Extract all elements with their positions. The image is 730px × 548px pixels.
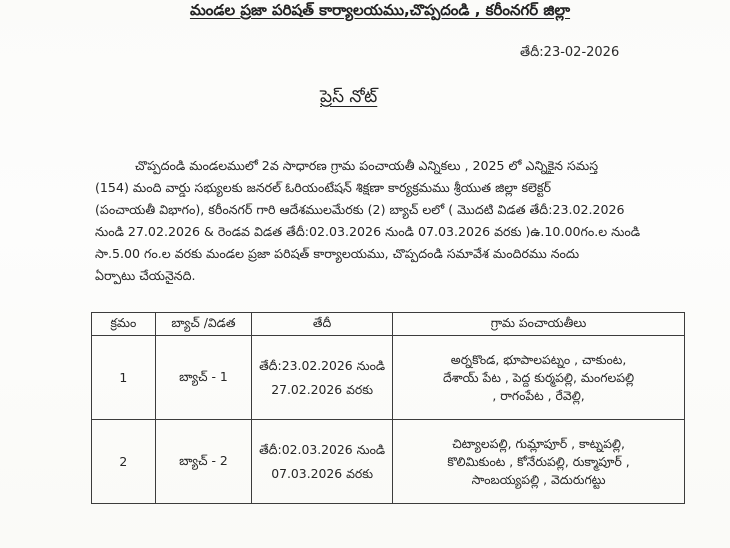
cell-batch: బ్యాచ్ - 1 <box>155 336 251 420</box>
date-from: తేదీ:23.02.2026 నుండి <box>259 357 386 373</box>
cell-serial-number: 2 <box>92 420 156 504</box>
header-serial-number: క్రమం <box>92 313 156 336</box>
table-row <box>92 420 685 504</box>
cell-date-range <box>252 336 393 420</box>
document-date: తేదీ:23-02-2026 <box>520 45 620 60</box>
village-line: కొలిమికుంట , కోనేరుపల్లి, రుక్మాపూర్ , <box>447 453 630 469</box>
header-gram-panchayats: గ్రామ పంచాయతీలు <box>393 313 685 336</box>
body-line: చొప్పదండి మండలములో 2వ సాధారణ గ్రామ పంచాయతీ ఎన్నికలు , 2025 లో ఎన్నికైన సమస్త <box>135 158 599 173</box>
cell-serial-number: 1 <box>92 336 156 420</box>
header-batch: బ్యాచ్ /విడత <box>155 313 251 336</box>
date-from: తేదీ:02.03.2026 నుండి <box>259 441 386 457</box>
header-date: తేదీ <box>252 313 393 336</box>
body-line: (154) మంది వార్డు సభ్యులకు జనరల్ ఓరియంటేషన్ శిక్షణా కార్యక్రమము శ్రీయుత జిల్లా కలెక్టర్ <box>95 180 552 195</box>
village-line: చిట్యాలపల్లి, గుమ్లాపూర్ , కాట్నపల్లి, <box>452 435 625 451</box>
table-header-row <box>92 313 685 336</box>
document-title: ప్రెస్ నోట్ <box>320 87 378 107</box>
cell-batch: బ్యాచ్ - 2 <box>155 420 251 504</box>
body-line: సా.5.00 గం.ల వరకు మండల ప్రజా పరిషత్ కార్యాలయము, చొప్పదండి సమావేశ మందిరము నందు <box>95 246 580 261</box>
press-note-body <box>95 155 730 287</box>
cell-date-range <box>252 420 393 504</box>
training-schedule-table <box>91 312 685 504</box>
village-line: అర్నకొండ, భూపాలపట్నం , చాకుంట, <box>450 351 627 367</box>
date-to: 27.02.2026 వరకు <box>271 381 374 397</box>
body-line: ఏర్పాటు చేయనైనది. <box>95 268 196 283</box>
village-line: , రాగంపేట , రేవెల్లి, <box>492 387 585 403</box>
office-title: మండల ప్రజా పరిషత్ కార్యాలయము,చొప్పదండి , కరీంనగర్ జిల్లా <box>189 1 571 19</box>
date-to: 07.03.2026 వరకు <box>271 465 374 481</box>
cell-villages <box>393 336 685 420</box>
village-line: సాంబయ్యపల్లి , వెదురుగట్టు <box>471 471 606 487</box>
body-line: (పంచాయతీ విభాగం), కరీంనగర్ గారి ఆదేశములమేరకు (2) బ్యాచ్ లలో ( మొదటి విడత తేదీ:23.02.2026 <box>95 202 625 217</box>
village-line: దేశాయ్ పేట , పెద్ద కుర్మపల్లి, మంగలపల్లి <box>442 369 635 385</box>
table-row <box>92 336 685 420</box>
cell-villages <box>393 420 685 504</box>
body-line: నుండి 27.02.2026 & రెండవ విడత తేదీ:02.03.2026 నుండి 07.03.2026 వరకు )ఉ.10.00గం.ల నుండి <box>95 224 641 239</box>
